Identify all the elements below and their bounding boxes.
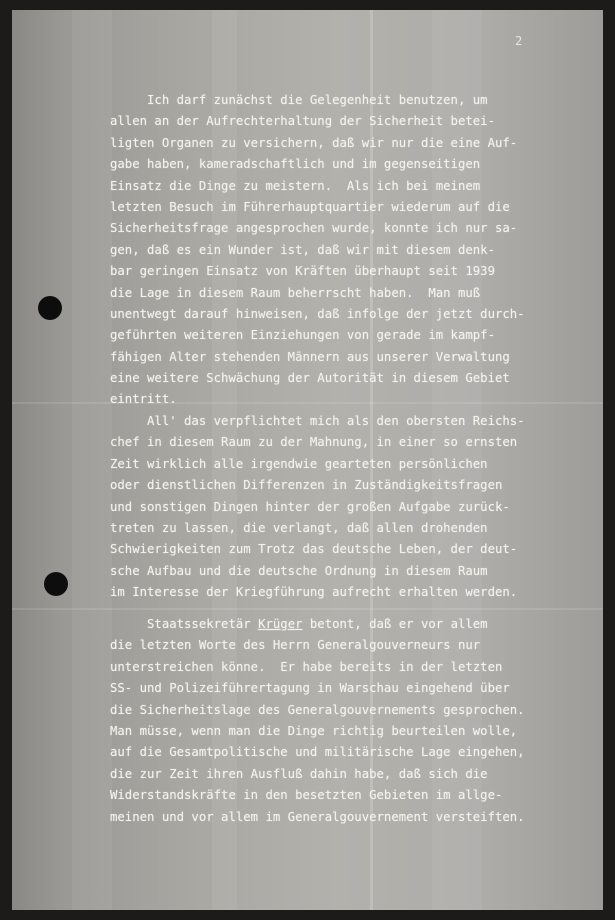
text-line: Einsatz die Dinge zu meistern. Als ich bei meinem [110,178,481,193]
text-line: unterstreichen könne. Er habe bereits in der letzten [110,659,503,674]
text-line: Ich darf zunächst die Gelegenheit benutzen, um [110,93,488,107]
page-number: 2 [515,34,523,48]
paragraph-3 [110,614,525,828]
text-line: im Interesse der Kriegführung aufrecht erhalten werden. [110,585,518,600]
paragraph-1 [110,90,525,411]
line-prefix: Staatssekretär [110,617,259,631]
text-line: geführten weiteren Einziehungen von gerade im kampf- [110,328,495,343]
text-line: Zeit wirklich alle irgendwie gearteten persönlichen [110,456,488,471]
text-line: SS- und Polizeiführertagung in Warschau eingehend über [110,681,510,696]
text-line: die zur Zeit ihren Ausfluß dahin habe, daß sich die [110,766,488,781]
text-line: und sonstigen Dingen hinter der großen Aufgabe zurück- [110,499,510,514]
text-line: treten zu lassen, die verlangt, daß allen drohenden [110,520,488,535]
text-line: eine weitere Schwächung der Autorität in diesem Gebiet [110,371,510,386]
text-line: gen, daß es ein Wunder ist, daß wir mit diesem denk- [110,242,495,257]
text-line: letzten Besuch im Führerhauptquartier wiederum auf die [110,199,510,214]
text-line: All' das verpflichtet mich als den obersten Reichs- [110,414,525,428]
text-line: ligten Organen zu versichern, daß wir nur die eine Auf- [110,135,518,150]
text-line: bar geringen Einsatz von Kräften überhaupt seit 1939 [110,264,495,279]
paragraph-2 [110,411,525,604]
name-krueger: Krüger [258,617,303,631]
paper-fold [12,608,603,610]
text-line: die letzten Worte des Herrn Generalgouverneurs nur [110,638,481,653]
text-line: die Lage in diesem Raum beherrscht haben. Man muß [110,285,481,300]
text-line: auf die Gesamtpolitische und militärische Lage eingehen, [110,745,525,760]
text-line: gabe haben, kameradschaftlich und im gegenseitigen [110,157,481,172]
paper-streak [72,10,112,910]
document-page [12,10,603,910]
text-line: unentwegt darauf hinweisen, daß infolge der jetzt durch- [110,306,525,321]
text-line: eintritt. [110,392,177,407]
text-line: Man müsse, wenn man die Dinge richtig beurteilen wolle, [110,723,518,738]
text-line: chef in diesem Raum zu der Mahnung, in einer so ernsten [110,435,518,450]
punch-hole [38,296,62,320]
text-line: oder dienstlichen Differenzen in Zuständigkeitsfragen [110,478,503,493]
text-line: sche Aufbau und die deutsche Ordnung in diesem Raum [110,563,488,578]
text-line: Widerstandskräfte in den besetzten Gebieten im allge- [110,788,503,803]
punch-hole [44,572,68,596]
text-line [110,614,525,635]
text-line: fähigen Alter stehenden Männern aus unserer Verwaltung [110,349,510,364]
text-line: Sicherheitsfrage angesprochen wurde, konnte ich nur sa- [110,221,518,236]
text-line: allen an der Aufrechterhaltung der Sicherheit betei- [110,114,495,129]
text-line: Schwierigkeiten zum Trotz das deutsche Leben, der deut- [110,542,518,557]
line-suffix: betont, daß er vor allem [302,617,488,631]
text-line: die Sicherheitslage des Generalgouvernements gesprochen. [110,702,525,717]
text-line: meinen und vor allem im Generalgouvernement versteiften. [110,809,525,824]
